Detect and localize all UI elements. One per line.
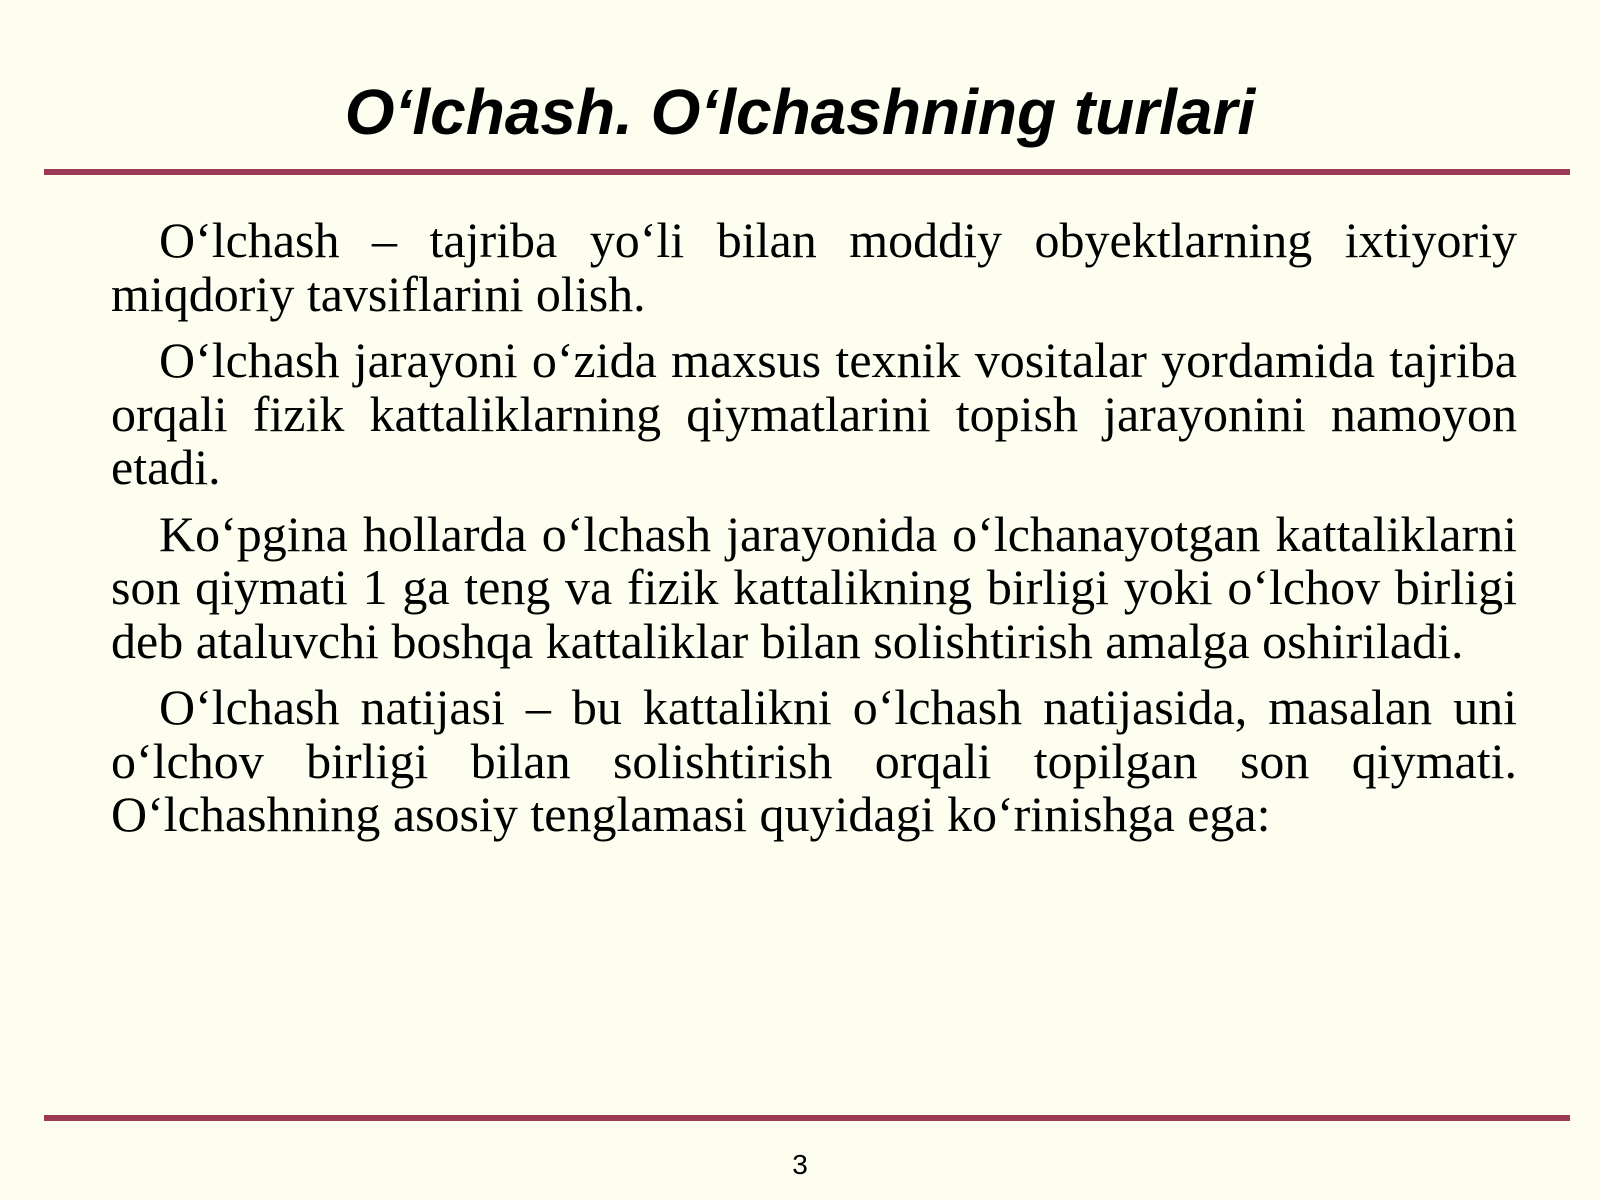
paragraph-comparison: Ko‘pgina hollarda o‘lchash jarayonida o‘lchanayotgan kattaliklarni son qiymati 1 ga teng va fizik kattalikning birligi yoki o‘lchov birligi deb ataluvchi boshqa kattaliklar bilan solishtirish amalga oshiriladi. — [111, 505, 1517, 669]
paragraph-result: O‘lchash natijasi – bu kattalikni o‘lchash natijasida, masalan uni o‘lchov birligi bilan solishtirish orqali topilgan son qiymati. O‘lchashning asosiy tenglamasi quyidagi ko‘rinishga ega: — [111, 679, 1517, 842]
title-divider — [44, 169, 1570, 175]
paragraph-definition: O‘lchash – tajriba yo‘li bilan moddiy obyektlarning ixtiyoriy miqdoriy tavsiflarini olish. — [111, 212, 1517, 322]
page-number: 3 — [792, 1149, 808, 1180]
footer-divider — [44, 1115, 1570, 1121]
slide-title: O‘lchash. O‘lchashning turlari — [344, 76, 1256, 148]
slide-body — [111, 214, 1517, 855]
paragraph-process: O‘lchash jarayoni o‘zida maxsus texnik vositalar yordamida tajriba orqali fizik kattaliklarning qiymatlarini topish jarayonini namoyon etadi. — [111, 332, 1517, 495]
